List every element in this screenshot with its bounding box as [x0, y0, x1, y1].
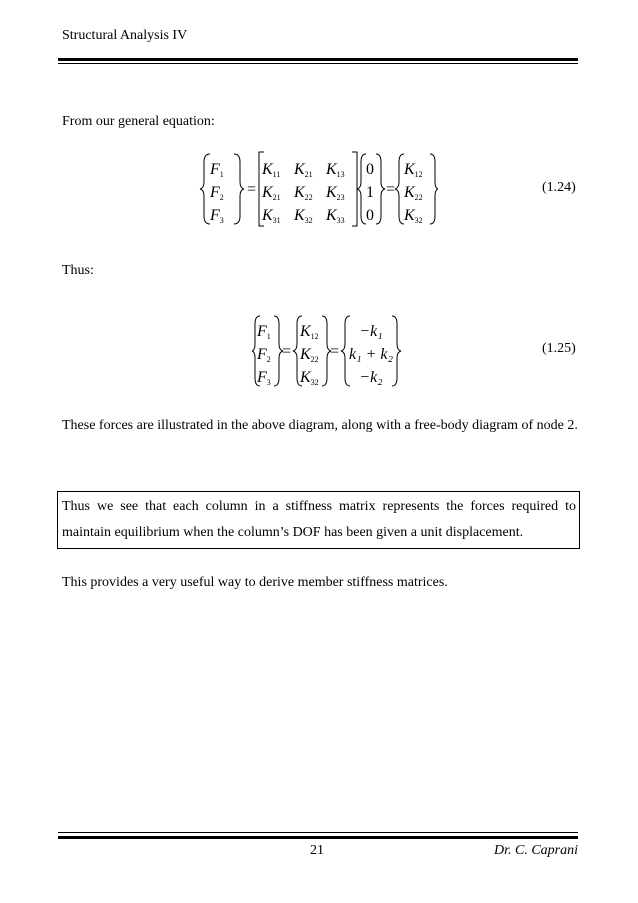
thus-text: Thus:: [62, 263, 94, 278]
eq1-unit-0: 0: [366, 161, 374, 178]
footer-rule-thick: [58, 836, 578, 839]
highlight-box: [57, 491, 580, 549]
eq2-lhs-2: F3: [257, 369, 271, 387]
running-header: Structural Analysis IV: [62, 28, 188, 43]
eq1-lhs-0: F1: [210, 161, 224, 179]
eq1-lhs-2: F3: [210, 207, 224, 225]
svg-text:K33: K33: [326, 207, 345, 225]
eq2-rhs-2: −k₂: [359, 369, 383, 386]
eq2-lhs-0: F1: [257, 323, 271, 341]
intro-text: From our general equation:: [62, 114, 215, 129]
eq1-rhs-0: K12: [404, 161, 423, 179]
equation-1-25: [252, 310, 402, 392]
eq2-rhs-0: −k₁: [359, 323, 383, 340]
conclusion-text: This provides a very useful way to derive member stiffness matrices.: [62, 575, 448, 590]
eq2-mid-2: K32: [300, 369, 319, 387]
eq2-mid-0: K12: [300, 323, 319, 341]
eq1-unit-1: 1: [366, 184, 374, 201]
eq2-mid-1: K22: [300, 346, 319, 364]
footer-rule-thin: [58, 832, 578, 833]
eq1-lhs-1: F2: [210, 184, 224, 202]
equation-number-1-25: (1.25): [542, 341, 576, 356]
svg-text:K22: K22: [294, 184, 313, 202]
eq1-equals-1: =: [247, 181, 257, 198]
eq1-equals-2: =: [386, 181, 396, 198]
eq2-equals-2: =: [330, 343, 340, 360]
eq1-rhs-1: K22: [404, 184, 423, 202]
description-text: These forces are illustrated in the above diagram, along with a free-body diagram of node 2.: [62, 418, 578, 433]
eq2-lhs-1: F2: [257, 346, 271, 364]
eq1-rhs-2: K32: [404, 207, 423, 225]
equation-number-1-24: (1.24): [542, 180, 576, 195]
equation-1-24: [198, 148, 438, 230]
svg-text:K32: K32: [294, 207, 313, 225]
page-number: 21: [310, 843, 324, 858]
header-rule-thin: [58, 63, 578, 64]
eq2-equals-1: =: [282, 343, 292, 360]
svg-text:K31: K31: [262, 207, 281, 225]
boxed-statement: Thus we see that each column in a stiffness matrix represents the forces required to maintain equilibrium when the column’s DOF has been given a unit displacement.: [62, 499, 576, 540]
svg-text:K21: K21: [262, 184, 281, 202]
eq1-matrix: [261, 161, 345, 225]
svg-text:K11: K11: [262, 161, 281, 179]
svg-text:K13: K13: [326, 161, 345, 179]
svg-text:K23: K23: [326, 184, 345, 202]
eq1-unit-2: 0: [366, 207, 374, 224]
svg-text:K21: K21: [294, 161, 313, 179]
header-rule-thick: [58, 58, 578, 61]
eq2-rhs-1: k₁ + k₂: [348, 346, 394, 363]
footer-author: Dr. C. Caprani: [493, 843, 578, 858]
